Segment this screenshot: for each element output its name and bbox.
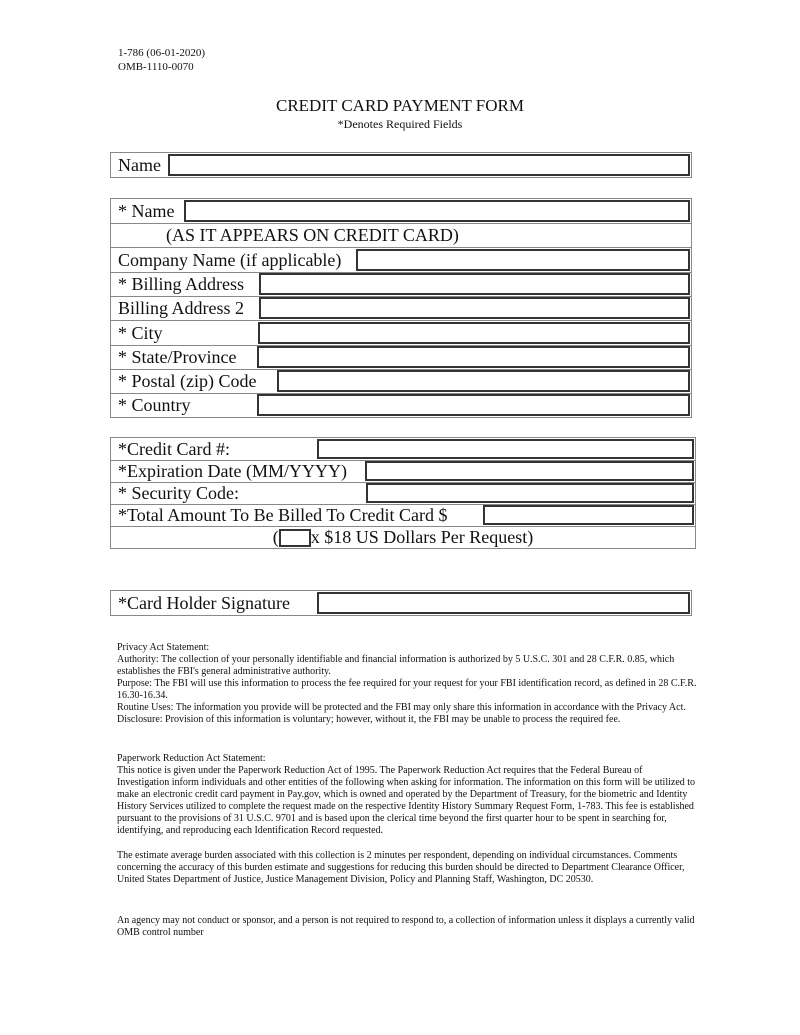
privacy-authority: Authority: The collection of your personally identifiable and financial information is authorized by 5 U.S.C. 301 and 28 C.F.R. 0.85, which establishes the FBI's general administrative authority.	[117, 654, 675, 677]
requester-name-section	[110, 152, 692, 178]
card-number-label: *Credit Card #:	[118, 439, 230, 459]
country-input[interactable]	[257, 394, 690, 416]
billing-section	[110, 198, 692, 418]
paperwork-statement	[117, 753, 697, 837]
paperwork-heading: Paperwork Reduction Act Statement:	[117, 753, 266, 764]
city-input[interactable]	[258, 322, 690, 344]
qty-open-paren: (	[272, 527, 279, 547]
billing-address2-input[interactable]	[259, 297, 690, 319]
security-code-label: * Security Code:	[118, 483, 239, 503]
page-title: CREDIT CARD PAYMENT FORM	[276, 96, 524, 115]
total-amount-input[interactable]	[483, 505, 694, 525]
privacy-purpose: Purpose: The FBI will use this information to process the fee required for your request for your FBI identification record, as defined in 28 C.F.R. 16.30-16.34.	[117, 678, 697, 701]
state-input[interactable]	[257, 346, 690, 368]
cardholder-name-input[interactable]	[184, 200, 690, 222]
billing-address-label: * Billing Address	[118, 274, 245, 294]
card-section	[110, 437, 696, 549]
paperwork-notice: This notice is given under the Paperwork Reduction Act of 1995. The Paperwork Reduction Act requires that the Federal Bureau of Investigation inform individuals and other entities of the following when asking for information. The information on this form will be utilized to make an electronic credit card payment in Pay.gov, which is owned and operated by the Department of Treasury, for the biometric and Identity History Services utilized to complete the request made on the respective Identity History Summary Request Form, 1-783. This fee is established pursuant to the provisions of 31 U.S.C. 9701 and is based upon the clerical time beyond the first quarter hour to be spent in searching for, identifying, and reproducing each Identification Record requested.	[117, 765, 696, 836]
total-amount-label: *Total Amount To Be Billed To Credit Card $	[118, 505, 448, 525]
privacy-statement	[117, 642, 697, 726]
page-subtitle: *Denotes Required Fields	[337, 117, 463, 131]
burden-statement: The estimate average burden associated with this collection is 2 minutes per respondent, depending on individual circumstances. Comments concerning the accuracy of this burden estimate and suggestions for reducing this burden should be directed to Department Clearance Officer, United States Department of Justice, Justice Management Division, Policy and Planning Staff, Washington, DC 20530.	[117, 850, 685, 885]
signature-section	[110, 590, 692, 616]
name-label: Name	[118, 155, 161, 175]
billing-address-input[interactable]	[259, 273, 690, 295]
qty-text: x $18 US Dollars Per Request)	[310, 527, 534, 547]
signature-input[interactable]	[317, 592, 690, 614]
postal-input[interactable]	[277, 370, 690, 392]
city-label: * City	[118, 323, 163, 343]
form-number: 1-786 (06-01-2020)	[118, 47, 206, 59]
privacy-disclosure: Disclosure: Provision of this information is voluntary; however, without it, the FBI may be unable to process the required fee.	[117, 714, 621, 725]
country-label: * Country	[118, 395, 191, 415]
security-code-input[interactable]	[366, 483, 694, 503]
card-number-input[interactable]	[317, 439, 694, 459]
cardholder-name-note: (AS IT APPEARS ON CREDIT CARD)	[166, 225, 459, 245]
postal-label: * Postal (zip) Code	[118, 371, 257, 391]
privacy-heading: Privacy Act Statement:	[117, 642, 210, 653]
privacy-routine: Routine Uses: The information you provide will be protected and the FBI may only share this information in accordance with the Privacy Act.	[117, 702, 686, 713]
expiration-input[interactable]	[365, 461, 694, 481]
expiration-label: *Expiration Date (MM/YYYY)	[118, 461, 347, 481]
cardholder-name-label: * Name	[118, 201, 175, 221]
request-quantity-input[interactable]	[279, 529, 311, 547]
state-label: * State/Province	[118, 347, 237, 367]
request-quantity-row	[111, 526, 695, 548]
company-input[interactable]	[356, 249, 690, 271]
billing-address2-label: Billing Address 2	[118, 298, 245, 318]
company-label: Company Name (if applicable)	[118, 250, 342, 270]
omb-notice: An agency may not conduct or sponsor, and a person is not required to respond to, a collection of information unless it displays a currently valid OMB control number	[117, 915, 695, 938]
omb-number: OMB-1110-0070	[118, 61, 194, 73]
name-input[interactable]	[168, 154, 690, 176]
signature-label: *Card Holder Signature	[118, 593, 290, 613]
